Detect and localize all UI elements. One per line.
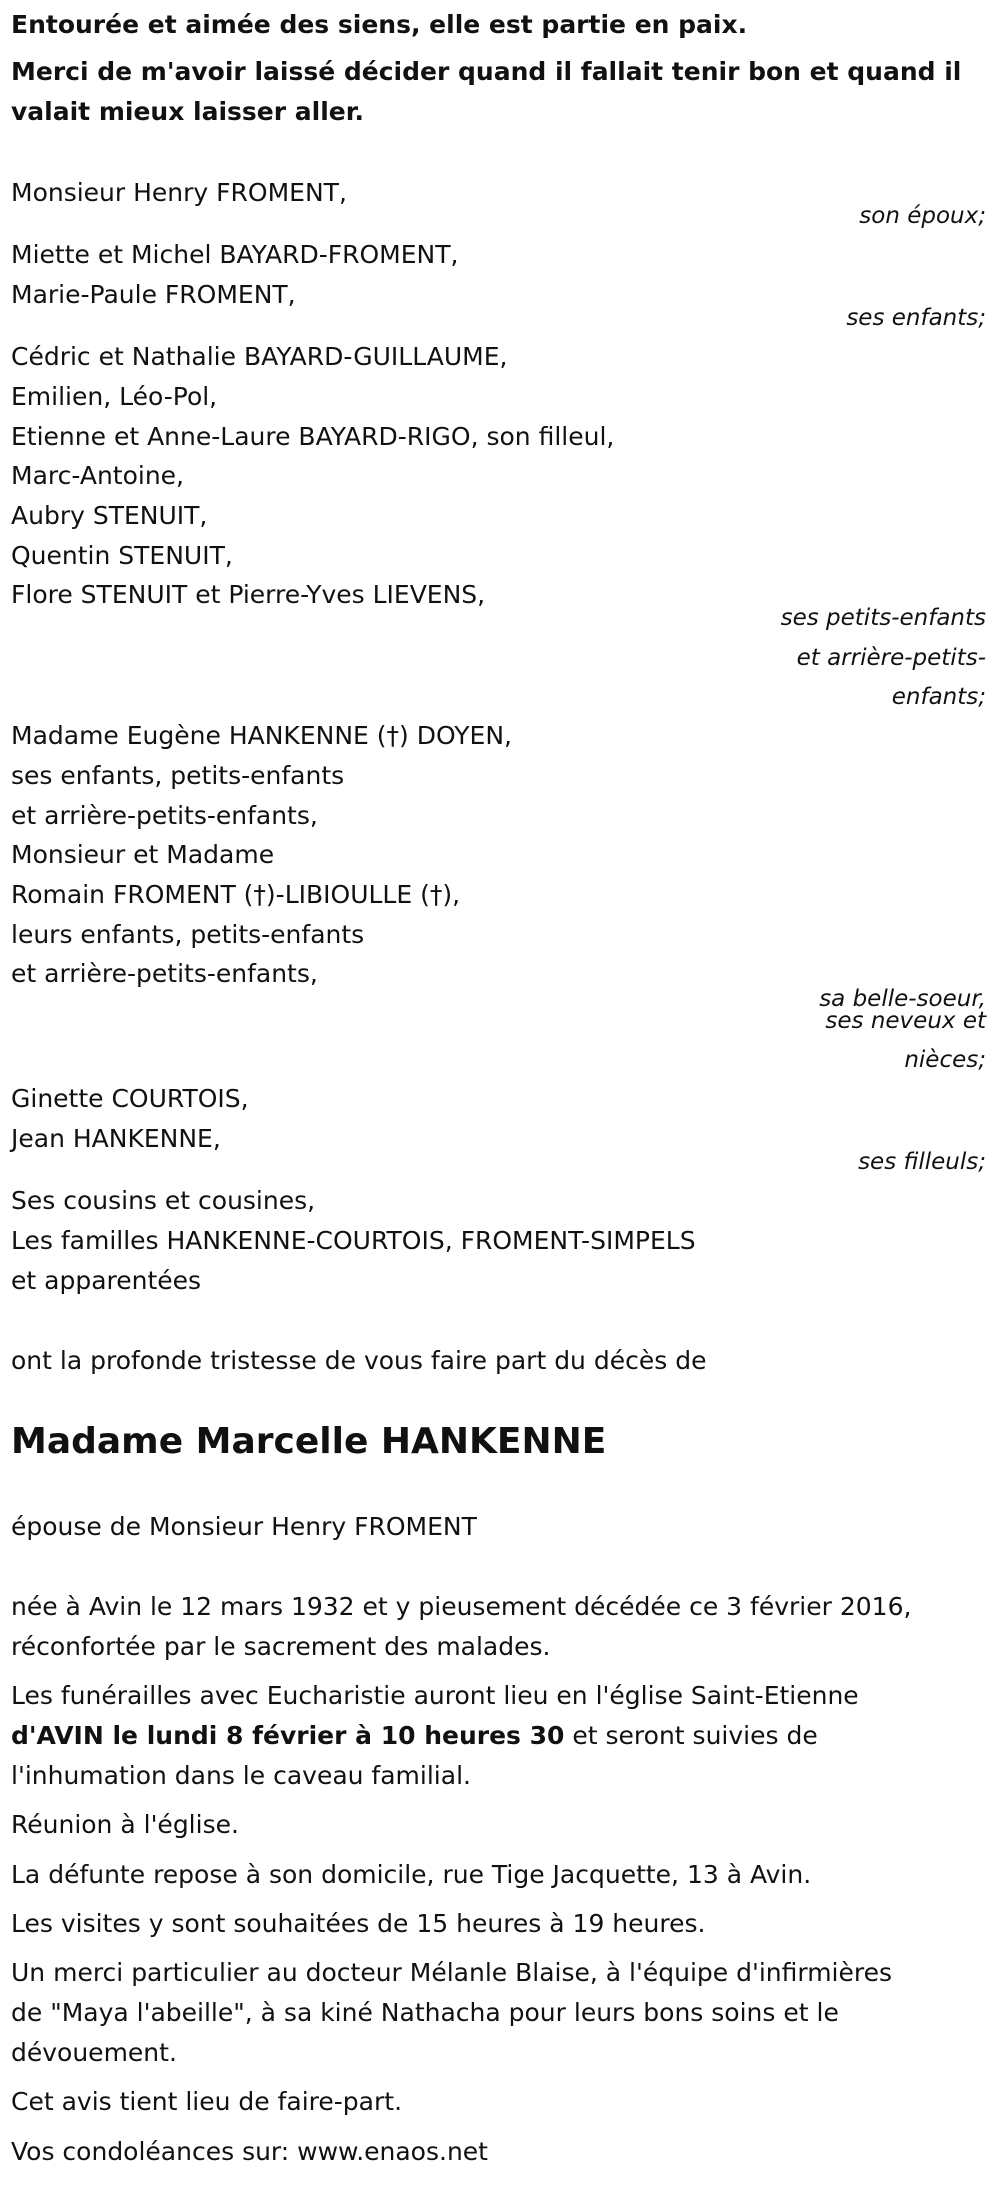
thanks-line: Un merci particulier au docteur Mélanle Blaise, à l'équipe d'infirmières — [11, 1958, 893, 1987]
grandchildren-relation: ses petits-enfants — [780, 605, 986, 631]
godchild-name: Jean HANKENNE, — [11, 1124, 221, 1153]
inlaw-line: Romain FROMENT (†)-LIBIOULLE (†), — [11, 880, 461, 909]
children-relation: ses enfants; — [846, 305, 986, 331]
funeral-date-bold: d'AVIN le lundi 8 février à 10 heures 30 — [11, 1721, 565, 1750]
intro-line: valait mieux laisser aller. — [11, 97, 365, 126]
inlaws-relation: ses neveux et — [825, 1008, 986, 1034]
thanks-line: dévouement. — [11, 2038, 177, 2067]
intro-line: Entourée et aimée des siens, elle est partie en paix. — [11, 10, 748, 39]
grandchild-name: Flore STENUIT et Pierre-Yves LIEVENS, — [11, 580, 486, 609]
notice-line: Cet avis tient lieu de faire-part. — [11, 2087, 403, 2116]
birth-death-line: réconfortée par le sacrement des malades. — [11, 1632, 551, 1661]
godchild-name: Ginette COURTOIS, — [11, 1084, 249, 1113]
announcement: ont la profonde tristesse de vous faire part du décès de — [11, 1346, 707, 1375]
grandchild-name: Quentin STENUIT, — [11, 541, 233, 570]
inlaws-relation: nièces; — [904, 1047, 986, 1073]
inlaw-line: et arrière-petits-enfants, — [11, 959, 318, 988]
funeral-line — [11, 1721, 818, 1751]
funeral-line-rest: et seront suivies de — [564, 1721, 818, 1750]
inlaws-relation: sa belle-soeur, — [819, 986, 986, 1012]
child-name: Marie-Paule FROMENT, — [11, 280, 296, 309]
inlaw-line: leurs enfants, petits-enfants — [11, 920, 365, 949]
grandchild-name: Etienne et Anne-Laure BAYARD-RIGO, son filleul, — [11, 422, 615, 451]
godchildren-relation: ses filleuls; — [858, 1149, 986, 1175]
grandchildren-relation: enfants; — [891, 684, 986, 710]
funeral-line: Les funérailles avec Eucharistie auront lieu en l'église Saint-Etienne — [11, 1681, 859, 1710]
grandchild-name: Cédric et Nathalie BAYARD-GUILLAUME, — [11, 342, 508, 371]
child-name: Miette et Michel BAYARD-FROMENT, — [11, 240, 459, 269]
grandchild-name: Emilien, Léo-Pol, — [11, 382, 218, 411]
grandchild-name: Marc-Antoine, — [11, 461, 184, 490]
thanks-line: de "Maya l'abeille", à sa kiné Nathacha pour leurs bons soins et le — [11, 1998, 839, 2027]
visits-line: Les visites y sont souhaitées de 15 heures à 19 heures. — [11, 1909, 706, 1938]
repose-line: La défunte repose à son domicile, rue Tige Jacquette, 13 à Avin. — [11, 1860, 812, 1889]
condolences-line: Vos condoléances sur: www.enaos.net — [11, 2137, 488, 2166]
spouse-relation: son époux; — [859, 203, 986, 229]
meeting-line: Réunion à l'église. — [11, 1810, 239, 1839]
deceased-name: Madame Marcelle HANKENNE — [11, 1421, 607, 1462]
inlaw-line: Monsieur et Madame — [11, 840, 275, 869]
inlaw-line: et arrière-petits-enfants, — [11, 801, 318, 830]
birth-death-line: née à Avin le 12 mars 1932 et y pieusement décédée ce 3 février 2016, — [11, 1592, 912, 1621]
inlaw-line: ses enfants, petits-enfants — [11, 761, 345, 790]
grandchildren-relation: et arrière-petits- — [796, 645, 986, 671]
other-family-line: Ses cousins et cousines, — [11, 1186, 316, 1215]
intro-line: Merci de m'avoir laissé décider quand il fallait tenir bon et quand il — [11, 57, 962, 86]
spouse-line: épouse de Monsieur Henry FROMENT — [11, 1512, 477, 1541]
funeral-line: l'inhumation dans le caveau familial. — [11, 1761, 471, 1790]
spouse-name: Monsieur Henry FROMENT, — [11, 178, 347, 207]
other-family-line: et apparentées — [11, 1266, 202, 1295]
grandchild-name: Aubry STENUIT, — [11, 501, 208, 530]
other-family-line: Les familles HANKENNE-COURTOIS, FROMENT-SIMPELS — [11, 1226, 696, 1255]
inlaw-line: Madame Eugène HANKENNE (†) DOYEN, — [11, 721, 512, 750]
